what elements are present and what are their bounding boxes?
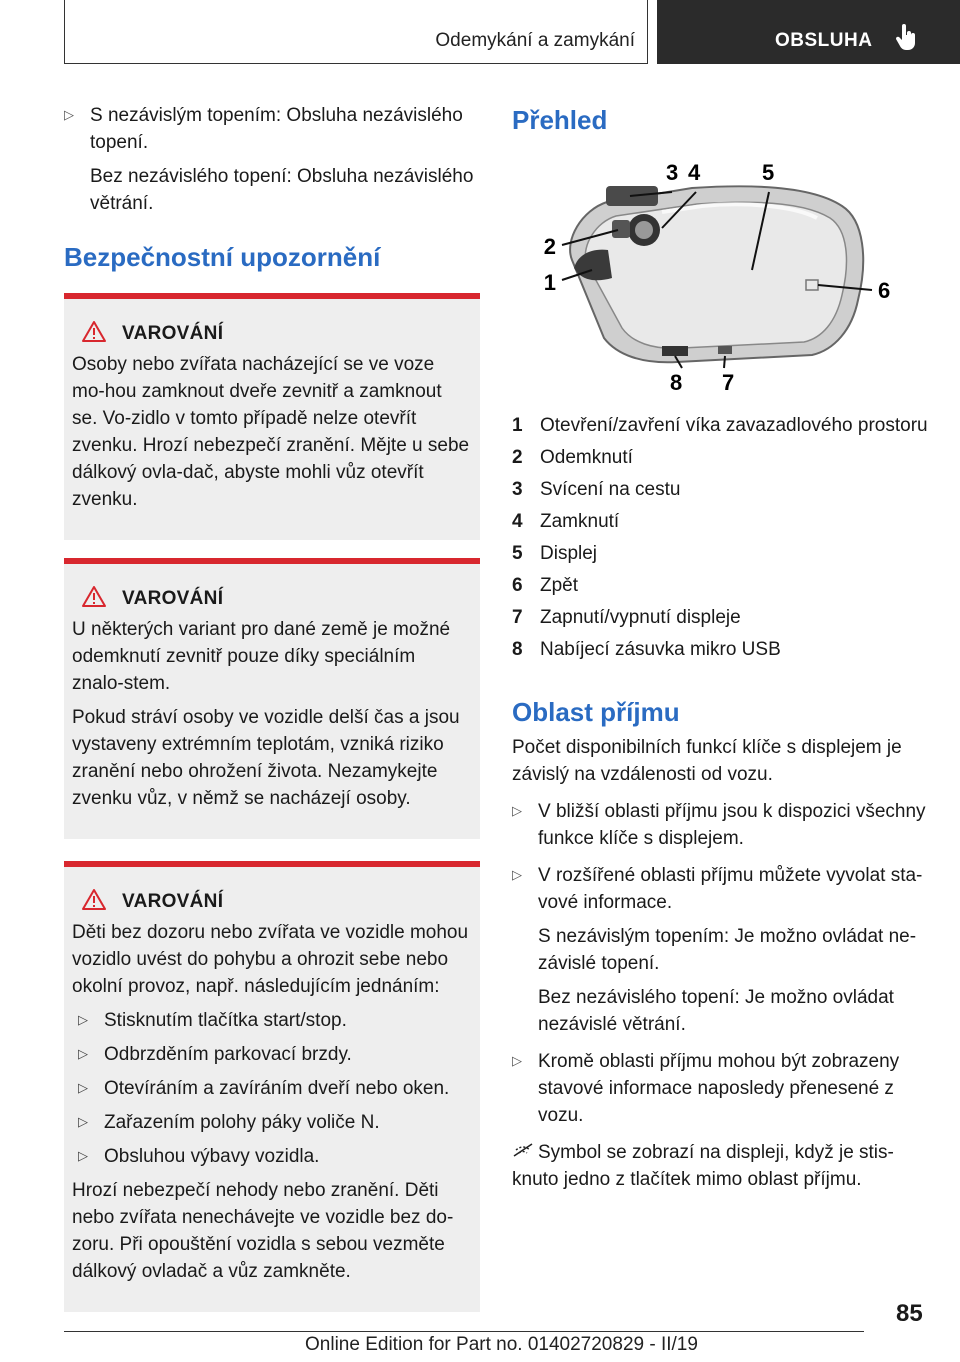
section-title-safety: Bezpečnostní upozornění — [64, 242, 381, 272]
triangle-bullet-icon: ▷ — [512, 1053, 522, 1068]
triangle-bullet-icon: ▷ — [512, 867, 522, 882]
section-tab[interactable] — [657, 0, 960, 64]
triangle-bullet-icon: ▷ — [78, 1012, 88, 1027]
callout-2: 2 — [543, 234, 556, 259]
list-item: ▷ V rozšířené oblasti příjmu můžete vyvolat sta-vové informace. — [512, 865, 923, 913]
list-item: ▷ Zařazením polohy páky voliče N. — [78, 1112, 380, 1133]
list-item: ▷ V bližší oblasti příjmu jsou k dispozici všechny funkce klíče s displejem. — [512, 801, 926, 849]
warning-triangle-icon — [82, 586, 106, 612]
legend-item: 3 Svícení na cestu — [512, 479, 681, 500]
symbol-note: Symbol se zobrazí na displeji, když je stis-knuto jedno z tlačítek mimo oblast příjmu. — [512, 1139, 928, 1193]
list-item: ▷ Otevíráním a zavíráním dveří nebo oken. — [78, 1078, 450, 1099]
callout-7: 7 — [722, 370, 735, 395]
legend-item: 1 Otevření/zavření víka zavazadlového prostoru — [512, 415, 928, 436]
section-title-overview: Přehled — [512, 105, 608, 135]
callout-3: 3 — [666, 160, 679, 185]
legend-item: 6 Zpět — [512, 575, 579, 596]
left-column — [64, 102, 480, 1312]
right-column — [512, 100, 928, 1193]
legend-item: 4 Zamknutí — [512, 511, 620, 532]
triangle-bullet-icon: ▷ — [78, 1114, 88, 1129]
warning-box-3 — [64, 861, 480, 1312]
triangle-bullet-icon: ▷ — [78, 1046, 88, 1061]
key-figure — [512, 150, 928, 395]
warning-box-1 — [64, 293, 480, 540]
list-item: ▷ Odbrzděním parkovací brzdy. — [78, 1044, 352, 1065]
warning-text: Hrozí nebezpečí nehody nebo zranění. Děti nebo zvířata nenechávejte ve vozidle bez do-zoru. Při opouštění vozidla s sebou vezměte dálkový ovladač a vůz zamkněte. — [72, 1180, 454, 1282]
callout-6: 6 — [878, 278, 891, 303]
list-item: ▷ Stisknutím tlačítka start/stop. — [78, 1010, 347, 1031]
no-signal-icon — [512, 1139, 538, 1166]
hand-pointer-icon — [895, 24, 917, 57]
chapter-title: Odemykání a zamykání — [435, 30, 635, 51]
callout-1: 1 — [543, 270, 556, 295]
triangle-bullet-icon: ▷ — [78, 1080, 88, 1095]
section-title-range: Oblast příjmu — [512, 697, 680, 727]
triangle-bullet-icon: ▷ — [78, 1148, 88, 1163]
legend-item: 5 Displej — [512, 543, 598, 564]
callout-5: 5 — [762, 160, 775, 185]
warning-title: VAROVÁNÍ — [122, 588, 224, 609]
warning-triangle-icon — [82, 321, 106, 347]
list-item: ▷ Kromě oblasti příjmu mohou být zobrazeny stavové informace naposledy přenesené z vozu. — [512, 1051, 900, 1126]
callout-4: 4 — [688, 160, 701, 185]
footer-divider — [64, 1331, 864, 1332]
triangle-bullet-icon: ▷ — [64, 107, 74, 122]
warning-title: VAROVÁNÍ — [122, 323, 224, 344]
edition-note: Online Edition for Part no. 01402720829 - II/19 — [305, 1334, 698, 1355]
triangle-bullet-icon: ▷ — [512, 803, 522, 818]
legend-item: 8 Nabíjecí zásuvka mikro USB — [512, 639, 781, 660]
legend-item: 7 Zapnutí/vypnutí displeje — [512, 607, 741, 628]
page-number: 85 — [896, 1300, 923, 1327]
legend-list — [512, 410, 928, 666]
section-tab-label: OBSLUHA — [775, 30, 873, 51]
list-item: ▷ Obsluhou výbavy vozidla. — [78, 1146, 320, 1167]
list-item-sub: S nezávislým topením: Je možno ovládat ne-závislé topení. — [538, 926, 917, 974]
list-item: ▷ S nezávislým topením: Obsluha nezávislého topení. — [64, 105, 463, 153]
warning-title: VAROVÁNÍ — [122, 891, 224, 912]
warning-box-2 — [64, 558, 480, 839]
warning-text: Pokud stráví osoby ve vozidle delší čas a jsou vystaveny extrémním teplotám, vzniká riziko zranění nebo ohrožení života. Nezamykejte zvenku vůz, v němž se nacházejí osoby. — [72, 707, 460, 809]
warning-text: U některých variant pro dané země je možné odemknutí zevnitř pouze díky speciálním znalo-stem. — [72, 619, 451, 694]
display-key-illustration — [512, 150, 928, 395]
warning-triangle-icon — [82, 889, 106, 915]
warning-text: Osoby nebo zvířata nacházející se ve voze mo-hou zamknout dveře zevnitř a zamknout se. Vo-zidlo v tomto případě nelze otevřít zvenku. Hrozí nebezpečí zranění. Mějte u sebe dálkový ovla-dač, abyste mohli vůz otevřít zvenku. — [72, 354, 470, 510]
warning-text: Děti bez dozoru nebo zvířata ve vozidle mohou vozidlo uvést do pohybu a ohrozit sebe nebo okolní provoz, např. následujícím jednáním: — [72, 922, 469, 997]
header-box — [64, 0, 648, 64]
range-intro: Počet disponibilních funkcí klíče s displejem je závislý na vzdálenosti od vozu. — [512, 737, 902, 785]
callout-8: 8 — [670, 370, 683, 395]
list-item-sub: Bez nezávislého topení: Je možno ovládat nezávislé větrání. — [538, 987, 894, 1035]
list-item-sub: Bez nezávislého topení: Obsluha nezávislého větrání. — [90, 166, 474, 214]
legend-item: 2 Odemknutí — [512, 447, 633, 468]
